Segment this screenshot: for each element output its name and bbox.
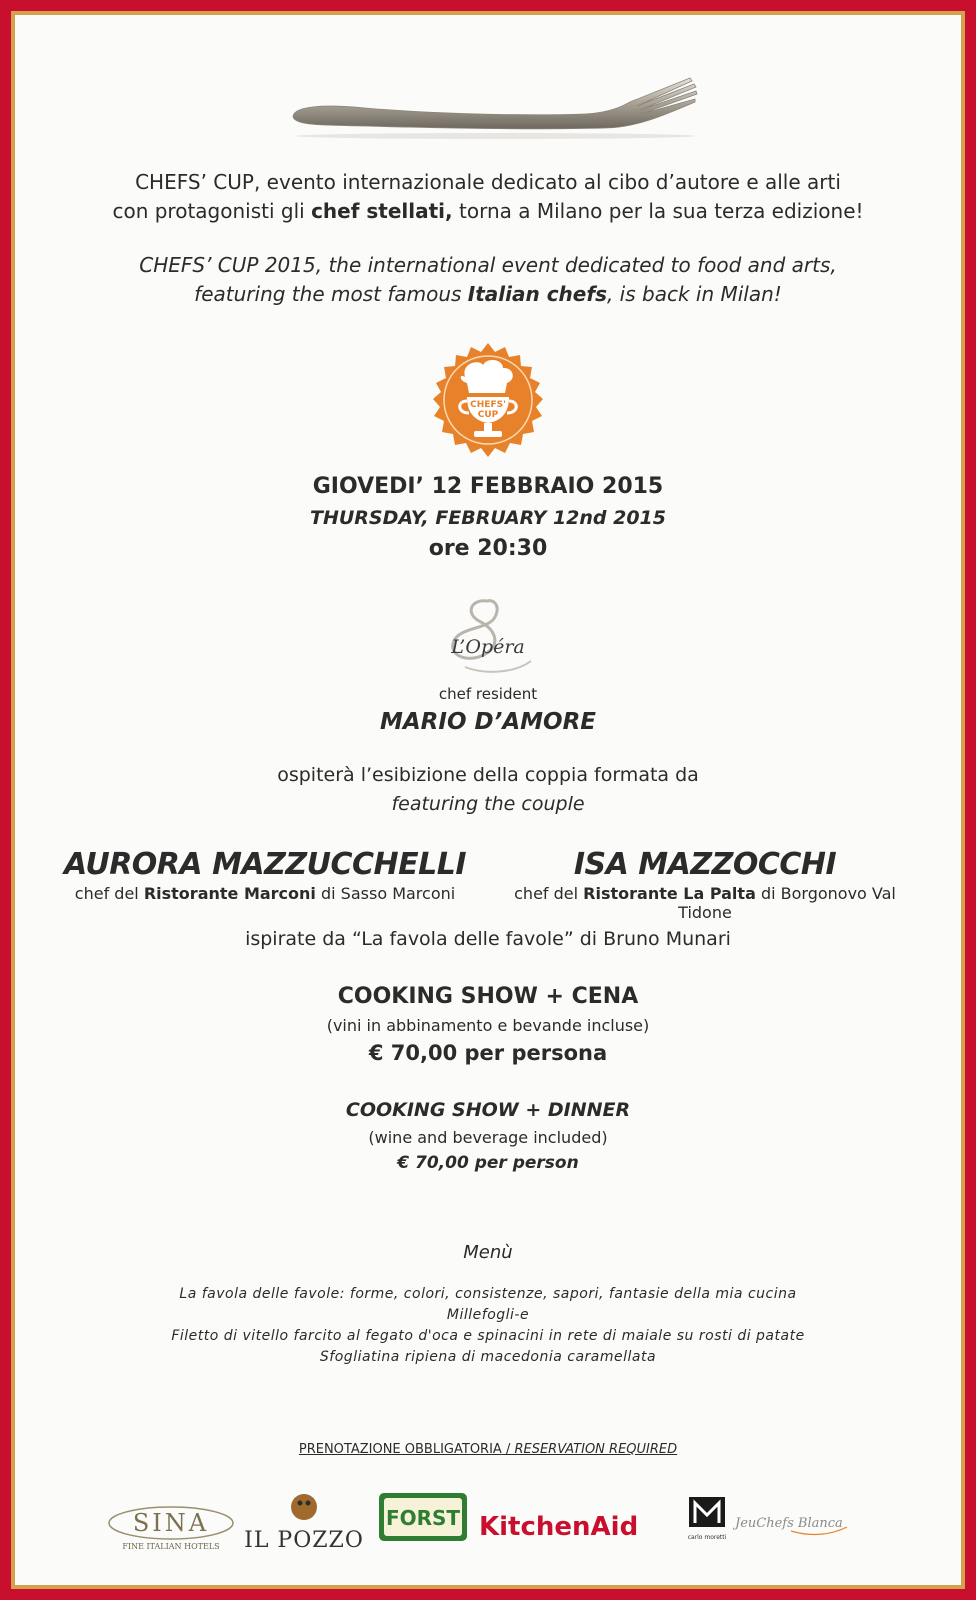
host-name: MARIO D’AMORE [379, 709, 596, 735]
host-role: chef resident [438, 685, 538, 703]
menu-item: La favola delle favole: forme, colori, consistenze, sapori, fantasie della mia cucina [179, 1286, 797, 1302]
chef-right-name: ISA MAZZOCCHI [573, 847, 837, 882]
highlight-italian-chefs: Italian chefs [467, 282, 607, 306]
logo-text-chefs: CHEFS' [470, 400, 506, 410]
svg-text:KitchenAid: KitchenAid [479, 1512, 639, 1542]
chef-left [45, 847, 485, 903]
host-intro-english: featuring the couple [391, 793, 585, 815]
svg-text:FINE ITALIAN HOTELS: FINE ITALIAN HOTELS [122, 1542, 220, 1551]
il-pozzo-logo [242, 1489, 372, 1555]
svg-text:carlo moretti: carlo moretti [687, 1534, 727, 1541]
forst-logo [377, 1491, 469, 1543]
jeuchefs-logo [731, 1501, 851, 1541]
svg-text:SINA: SINA [132, 1509, 210, 1537]
venue-name: L’Opéra [451, 636, 525, 658]
chef-left-name: AURORA MAZZUCCHELLI [63, 847, 467, 882]
host-intro-italian: ospiterà l’esibizione della coppia formata da [277, 764, 699, 786]
kitchenaid-logo [477, 1505, 687, 1545]
opera-logo [435, 595, 541, 681]
menu-item: Sfogliatina ripiena di macedonia caramellata [319, 1349, 657, 1365]
inspiration-line: ispirate da “La favola delle favole” di Bruno Munari [245, 928, 731, 950]
intro-italian [15, 168, 961, 226]
chef-right-desc: chef del Ristorante La Palta di Borgonovo Val Tidone [514, 884, 896, 922]
intro-en-line2: featuring the most famous Italian chefs, is back in Milan! [194, 282, 782, 306]
fork-icon [285, 70, 705, 140]
highlight-chef-stellati: chef stellati, [311, 199, 453, 223]
chef-right-restaurant: Ristorante La Palta [583, 884, 756, 903]
reservation-note: PRENOTAZIONE OBBLIGATORIA / RESERVATION REQUIRED [298, 1442, 678, 1457]
event-date-english: THURSDAY, FEBRUARY 12nd 2015 [309, 507, 667, 529]
chef-right [485, 847, 925, 922]
intro-it-line2: con protagonisti gli chef stellati, torna a Milano per la sua terza edizione! [112, 199, 864, 223]
intro-english [15, 251, 961, 309]
offer-it-price: € 70,00 per persona [368, 1041, 608, 1065]
carlo-moretti-logo [687, 1495, 731, 1547]
intro-en-line1: CHEFS’ CUP 2015, the international event dedicated to food and arts, [139, 253, 837, 277]
chef-left-restaurant: Ristorante Marconi [143, 884, 316, 903]
event-date-italian: GIOVEDI’ 12 FEBBRAIO 2015 [312, 474, 664, 499]
offer-en-title: COOKING SHOW + DINNER [345, 1099, 631, 1121]
event-time: ore 20:30 [428, 536, 548, 561]
offer-it-note: (vini in abbinamento e bevande incluse) [326, 1016, 650, 1035]
svg-text:FORST: FORST [385, 1506, 461, 1530]
menu-item: Millefogli-e [446, 1307, 530, 1323]
offer-it-title: COOKING SHOW + CENA [337, 984, 639, 1009]
offer-en-price: € 70,00 per person [397, 1153, 579, 1173]
menu-title: Menù [463, 1242, 513, 1263]
chefs-cup-logo [427, 341, 549, 463]
offer-en-note: (wine and beverage included) [368, 1128, 608, 1147]
logo-text-cup: CUP [477, 410, 499, 420]
flyer-page [15, 15, 961, 1585]
chef-left-desc: chef del Ristorante Marconi di Sasso Marconi [74, 884, 456, 903]
menu-list [15, 1284, 961, 1368]
sina-logo [105, 1503, 240, 1553]
svg-text:JeuChefs Blanca: JeuChefs Blanca [735, 1516, 843, 1531]
menu-item: Filetto di vitello farcito al fegato d'oca e spinacini in rete di maiale su rosti di patate [171, 1328, 805, 1344]
svg-text:IL POZZO: IL POZZO [244, 1528, 364, 1553]
intro-it-line1: CHEFS’ CUP, evento internazionale dedicato al cibo d’autore e alle arti [135, 170, 841, 194]
